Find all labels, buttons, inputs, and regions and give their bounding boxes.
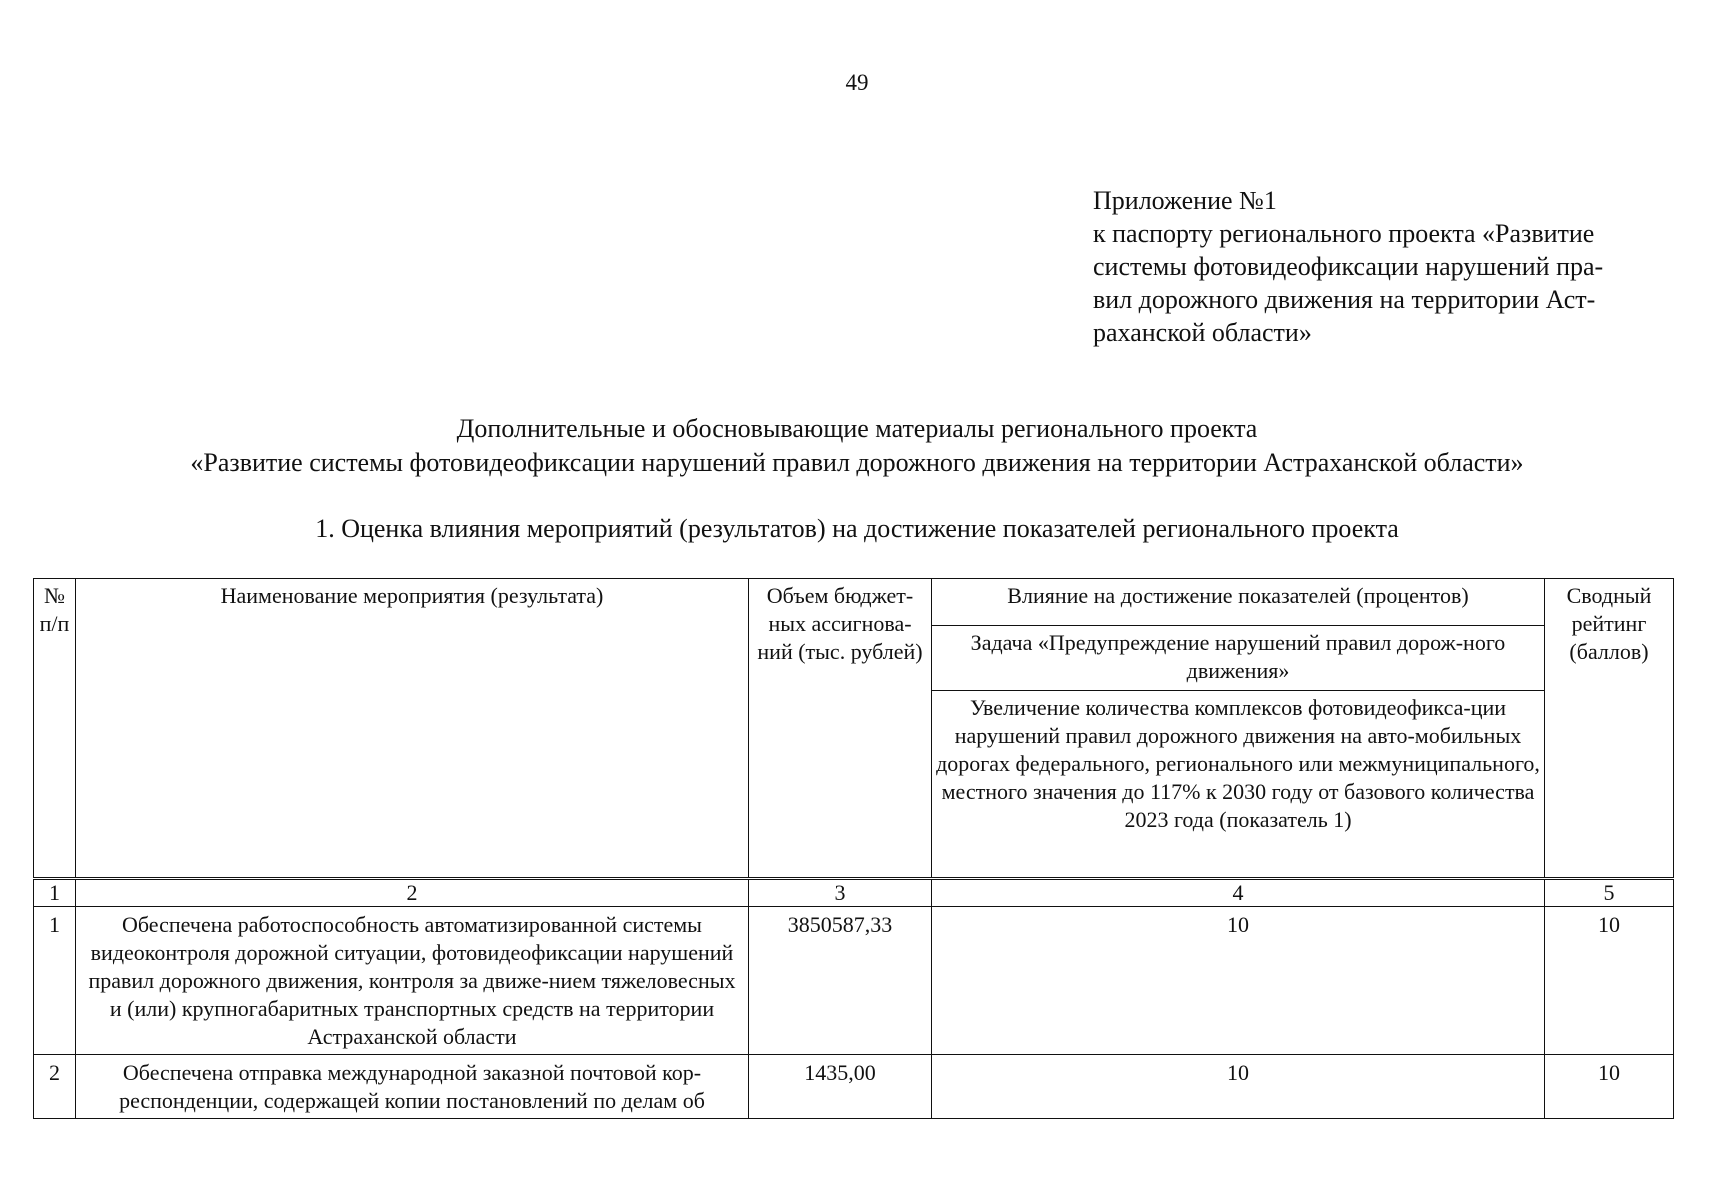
section-title: 1. Оценка влияния мероприятий (результатов) на достижение показателей регионального проекта <box>315 514 1399 543</box>
row-num: 1 <box>34 907 76 1055</box>
header-influence: Влияние на достижение показателей (процентов) <box>932 579 1545 626</box>
row-num: 2 <box>34 1055 76 1119</box>
column-number: 5 <box>1545 879 1674 907</box>
row-rating: 10 <box>1545 1055 1674 1119</box>
row-influence: 10 <box>932 907 1545 1055</box>
annex-line: Приложение №1 <box>1093 186 1277 215</box>
header-rating: Сводный рейтинг (баллов) <box>1545 579 1674 879</box>
annex-line: вил дорожного движения на территории Аст- <box>1093 285 1596 314</box>
header-indicator: Увеличение количества комплексов фотовидеофикса-ции нарушений правил дорожного движения на авто-мобильных дорогах федерального, регионального или межмуниципального, местного значения до 117% к 2030 году от базового количества 2023 года (показатель 1) <box>932 691 1545 879</box>
table-row <box>34 907 1674 1055</box>
header-name: Наименование мероприятия (результата) <box>76 579 749 879</box>
header-num: № п/п <box>34 579 76 879</box>
assessment-table-wrapper <box>33 578 1673 1119</box>
column-number: 4 <box>932 879 1545 907</box>
column-number: 1 <box>34 879 76 907</box>
column-number: 2 <box>76 879 749 907</box>
document-title <box>0 412 1714 480</box>
header-task: Задача «Предупреждение нарушений правил дорож-ного движения» <box>932 626 1545 691</box>
row-budget: 1435,00 <box>749 1055 932 1119</box>
row-influence: 10 <box>932 1055 1545 1119</box>
annex-block <box>1093 184 1683 349</box>
annex-line: системы фотовидеофиксации нарушений пра- <box>1093 252 1604 281</box>
page-number: 49 <box>845 70 869 95</box>
row-budget: 3850587,33 <box>749 907 932 1055</box>
column-number: 3 <box>749 879 932 907</box>
annex-line: к паспорту регионального проекта «Развитие <box>1093 219 1595 248</box>
row-rating: 10 <box>1545 907 1674 1055</box>
table-row <box>34 1055 1674 1119</box>
row-name: Обеспечена работоспособность автоматизированной системы видеоконтроля дорожной ситуации, фотовидеофиксации нарушений правил дорожного движения, контроля за движе-нием тяжеловесных и (или) крупногабаритных транспортных средств на территории Астраханской области <box>76 907 749 1055</box>
assessment-table <box>33 578 1674 1119</box>
document-title-line-2: «Развитие системы фотовидеофиксации нарушений правил дорожного движения на территории Астраханской области» <box>190 448 1524 477</box>
row-name: Обеспечена отправка международной заказной почтовой кор-респонденции, содержащей копии постановлений по делам об <box>76 1055 749 1119</box>
annex-line: раханской области» <box>1093 318 1312 347</box>
header-budget: Объем бюджет-ных ассигнова-ний (тыс. рублей) <box>749 579 932 879</box>
document-title-line-1: Дополнительные и обосновывающие материалы регионального проекта <box>456 414 1258 443</box>
